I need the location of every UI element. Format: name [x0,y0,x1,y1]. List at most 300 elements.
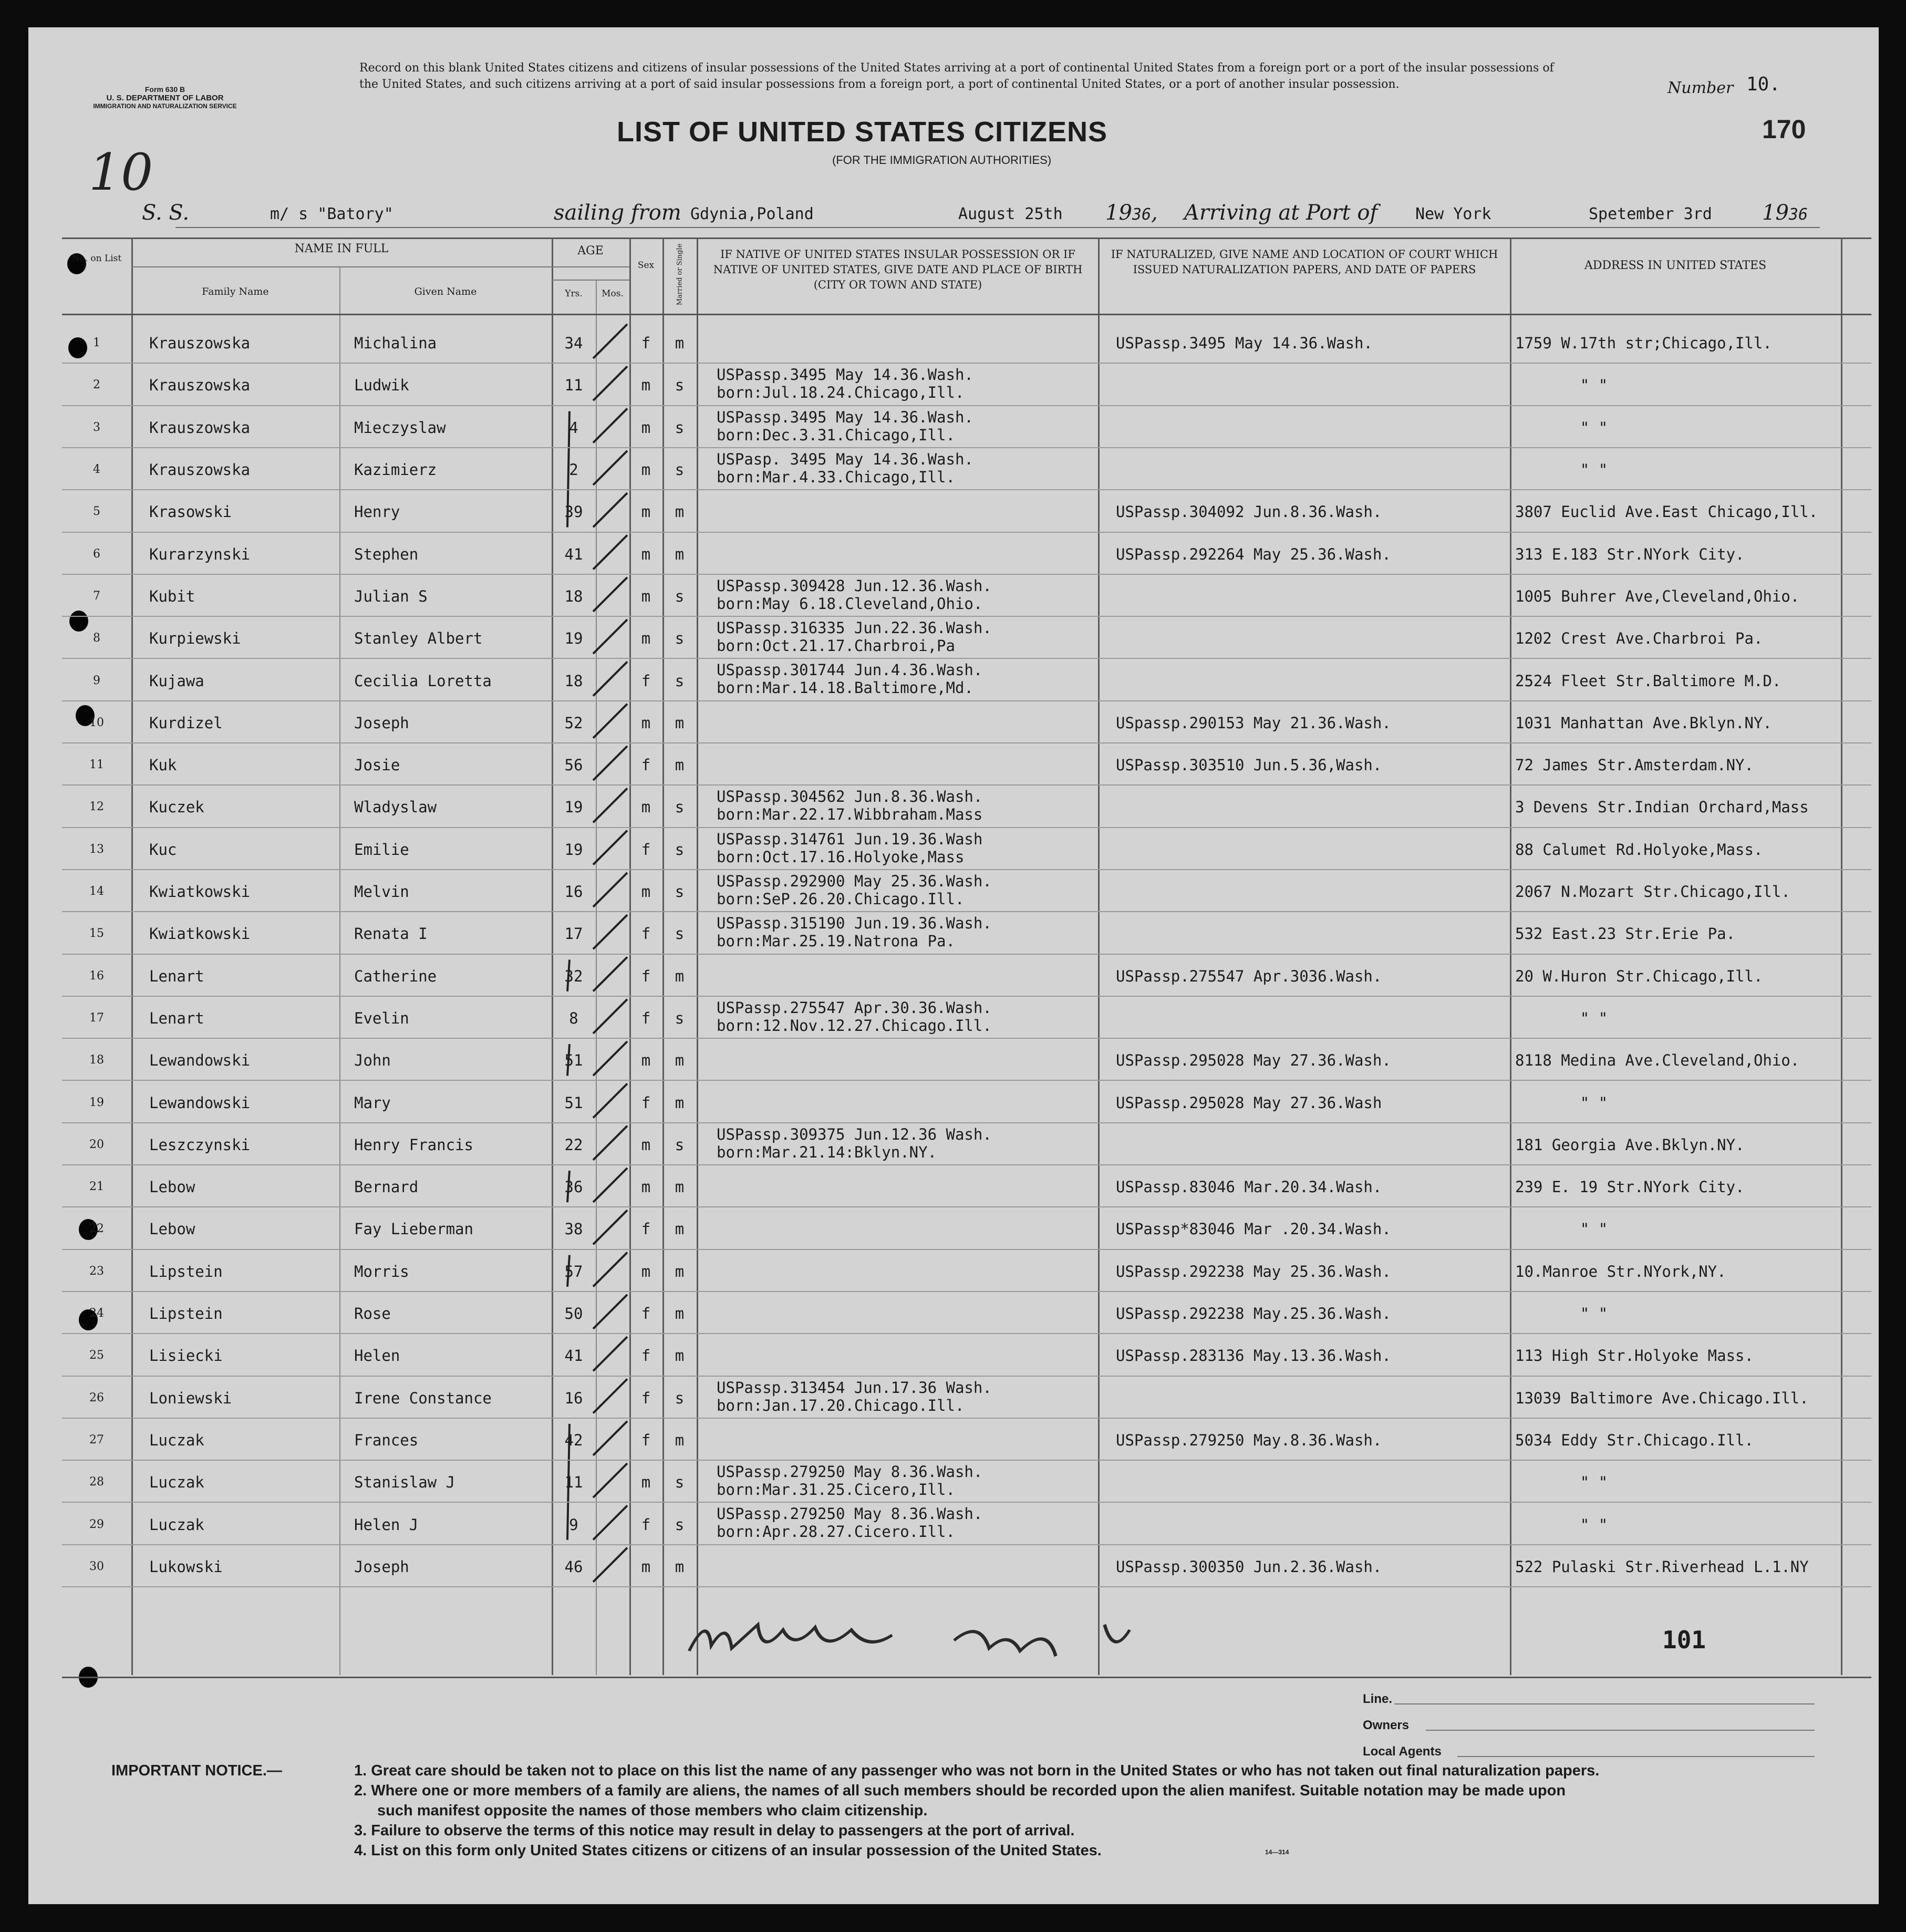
age-check-mark [593,746,627,780]
line-field [1394,1703,1815,1704]
family-name: Krauszowska [149,418,251,437]
family-name: Leszczynski [149,1135,251,1154]
header-yrs: Yrs. [565,288,583,299]
address: 5034 Eddy Str.Chicago.Ill. [1515,1431,1754,1449]
row-number: 15 [89,927,104,941]
row-number: 28 [89,1475,104,1489]
marital-status: m [675,967,685,985]
given-name: Julian S [354,587,428,605]
marital-status: s [675,1009,685,1027]
sex: m [641,418,651,437]
local-agents-label: Local Agents [1363,1744,1442,1759]
age-check-mark [593,915,627,949]
marital-status: m [675,1093,685,1112]
age-years: 51 [564,1093,583,1112]
birth-place: born:Mar.21.14:Bklyn.NY. [717,1143,937,1161]
address: 10.Manroe Str.NYork,NY. [1515,1262,1726,1280]
age-years: 36 [564,1178,583,1196]
family-name: Lenart [149,1009,204,1027]
sex: m [641,798,651,817]
given-name: Fay Lieberman [354,1220,473,1238]
age-check-mark [593,409,627,443]
age-years: 18 [564,587,583,605]
row-number: 5 [93,505,100,519]
sex: m [641,1135,651,1154]
table-row-rule [62,742,1871,743]
age-years: 18 [564,671,583,690]
birth-passport: USPassp.313454 Jun.17.36 Wash. [717,1378,992,1397]
notice-2-cont: such manifest opposite the names of those members who claim citizenship. [377,1802,928,1819]
row-number: 8 [93,632,100,645]
given-name: Frances [354,1431,419,1449]
table-row-rule [62,1080,1871,1081]
sex: f [641,1305,651,1323]
family-name: Lipstein [149,1305,223,1323]
family-name: Krauszowska [149,334,251,353]
header-name-in-full: NAME IN FULL [294,242,389,255]
marital-status: s [675,418,685,437]
row-number: 13 [89,842,104,856]
address: " " [1580,1093,1608,1112]
sex: m [641,714,651,732]
given-name: Henry Francis [354,1135,473,1154]
given-name: Helen [354,1347,400,1365]
notice-1: 1. Great care should be taken not to place on this list the name of any passenger who was not born in the United States or who has not taken out final naturalization papers. [354,1762,1600,1779]
sex: f [641,671,651,690]
address: 532 East.23 Str.Erie Pa. [1515,925,1736,943]
family-name: Lipstein [149,1262,223,1280]
age-years: 2 [569,461,578,479]
age-years: 11 [564,1473,583,1492]
age-check-mark [593,1168,627,1202]
given-name: Stanley Albert [354,629,483,648]
number-label: Number [1667,79,1734,97]
address: 3 Devens Str.Indian Orchard,Mass [1515,798,1809,817]
address: 8118 Medina Ave.Cleveland,Ohio. [1515,1051,1800,1070]
sex: f [641,1515,651,1534]
ship-name: m/ s "Batory" [270,205,393,223]
family-name: Luczak [149,1515,204,1534]
address: 20 W.Huron Str.Chicago,Ill. [1515,967,1763,985]
given-name: John [354,1051,391,1070]
age-years: 16 [564,883,583,901]
sex: f [641,967,651,985]
age-years: 41 [564,1347,583,1365]
age-years: 4 [569,418,578,437]
given-name: Wladyslaw [354,798,437,817]
table-row-rule [62,1291,1871,1292]
row-number: 18 [89,1053,104,1067]
given-name: Melvin [354,883,409,901]
birth-place: born:Apr.28.27.Cicero.Ill. [717,1523,955,1541]
row-number: 11 [89,758,104,772]
address: 113 High Str.Holyoke Mass. [1515,1347,1754,1365]
marital-status: s [675,883,685,901]
header-address: ADDRESS IN UNITED STATES [1584,259,1767,272]
birth-passport: USPassp.315190 Jun.19.36.Wash. [717,914,992,933]
marital-status: m [675,1220,685,1238]
address: 13039 Baltimore Ave.Chicago.Ill. [1515,1389,1809,1407]
row-number: 22 [89,1222,104,1236]
birth-passport: USPassp.314761 Jun.19.36.Wash [717,830,983,848]
family-name: Kwiatkowski [149,925,251,943]
table-row-rule [62,911,1871,912]
address: " " [1580,1009,1608,1027]
naturalization: USPassp.300350 Jun.2.36.Wash. [1116,1557,1382,1576]
birth-place: born:SeP.26.20.Chicago.Ill. [717,890,965,908]
marital-status: s [675,1515,685,1534]
birth-passport: USPassp.304562 Jun.8.36.Wash. [717,788,983,806]
sex: m [641,587,651,605]
age-years: 19 [564,798,583,817]
given-name: Stephen [354,545,419,563]
marital-status: m [675,714,685,732]
family-name: Krauszowska [149,376,251,395]
naturalization: USPassp.83046 Mar.20.34.Wash. [1116,1178,1382,1196]
table-row-rule [62,658,1871,659]
age-check-mark [593,1379,627,1413]
age-check-mark [593,535,627,570]
given-name: Stanislaw J [354,1473,455,1492]
table-row-rule [62,616,1871,617]
departure-port: Gdynia,Poland [690,205,814,223]
age-years: 50 [564,1305,583,1323]
age-years: 41 [564,545,583,563]
table-row-rule [62,1164,1871,1165]
family-name: Lewandowski [149,1051,251,1070]
age-years: 39 [564,503,583,521]
table-row-rule [62,1418,1871,1419]
table-row-rule [62,1038,1871,1039]
given-name: Emilie [354,840,409,859]
family-name: Kubit [149,587,195,605]
family-name: Krauszowska [149,461,251,479]
owners-label: Owners [1363,1718,1410,1732]
ss-label: S. S. [142,201,190,225]
given-name: Helen J [354,1515,419,1534]
given-name: Bernard [354,1178,419,1196]
birth-passport: USPassp.292900 May 25.36.Wash. [717,872,992,890]
row-number: 26 [89,1391,104,1404]
sex: m [641,1051,651,1070]
given-name: Ludwik [354,376,409,395]
sex: f [641,1009,651,1027]
departure-date: August 25th [958,205,1063,223]
age-years: 38 [564,1220,583,1238]
sex: f [641,1347,651,1365]
table-row-rule [62,1249,1871,1250]
sex: m [641,503,651,521]
birth-passport: USpassp.301744 Jun.4.36.Wash. [717,661,983,679]
family-name: Lenart [149,967,204,985]
header-given-name: Given Name [414,286,477,297]
row-number: 3 [93,420,100,434]
address: " " [1580,1515,1608,1534]
birth-passport: USPassp.275547 Apr.30.36.Wash. [717,998,992,1017]
age-years: 11 [564,376,583,395]
address: 181 Georgia Ave.Bklyn.NY. [1515,1135,1745,1154]
table-row-rule [62,1460,1871,1461]
header-no: No. on List [71,253,122,264]
marital-status: s [675,1389,685,1407]
notice-2: 2. Where one or more members of a family are aliens, the names of all such members should be recorded upon the alien manifest. Suitable notation may be made upon [354,1782,1566,1799]
address: 72 James Str.Amsterdam.NY. [1515,756,1754,774]
birth-passport: USPassp.309428 Jun.12.36.Wash. [717,576,992,595]
family-name: Luczak [149,1431,204,1449]
signature-scribble [674,1609,1161,1672]
row-number: 19 [89,1096,104,1109]
birth-place: born:Oct.17.16.Holyoke,Mass [717,848,965,866]
age-check-mark [593,704,627,738]
marital-status: s [675,671,685,690]
row-number: 20 [89,1138,104,1151]
address: " " [1580,461,1608,479]
age-years: 9 [569,1515,578,1534]
age-check-mark [593,1253,627,1287]
table-row-rule [62,1376,1871,1377]
given-name: Cecilia Loretta [354,671,492,690]
given-name: Kazimierz [354,461,437,479]
row-number: 1 [93,336,100,350]
table-row-rule [62,700,1871,701]
notice-title: IMPORTANT NOTICE.— [111,1762,282,1779]
sex: f [641,756,651,774]
table-row-rule [62,405,1871,406]
arrival-date: Spetember 3rd [1589,205,1712,223]
birth-passport: USPassp.279250 May 8.36.Wash. [717,1463,983,1481]
age-check-mark [593,1548,627,1582]
table-row-rule [62,1586,1871,1587]
page-title: LIST OF UNITED STATES CITIZENS [617,116,1107,148]
age-years: 32 [564,967,583,985]
row-number: 29 [89,1517,104,1531]
arriving-label: Arriving at Port of [1184,201,1378,225]
table-row-rule [62,1122,1871,1123]
family-name: Loniewski [149,1389,232,1407]
notice-3: 3. Failure to observe the terms of this notice may result in delay to passengers at the port of arrival. [354,1822,1075,1839]
row-number: 14 [89,885,104,898]
given-name: Mary [354,1093,391,1112]
marital-status: m [675,503,685,521]
notice-4: 4. List on this form only United States citizens or citizens of an insular possession of the United States. [354,1842,1102,1859]
table-row-rule [62,574,1871,575]
table-row-rule [62,1206,1871,1207]
table-row-rule [62,363,1871,364]
age-check-mark [593,1083,627,1118]
naturalization: USPassp*83046 Mar .20.34.Wash. [1116,1220,1391,1238]
address: " " [1580,1473,1608,1492]
page-stamp: 170 [1762,115,1806,144]
birth-place: born:Dec.3.31.Chicago,Ill. [717,426,955,444]
marital-status: s [675,587,685,605]
age-check-mark [593,451,627,485]
marital-status: m [675,334,685,353]
age-years: 34 [564,334,583,353]
naturalization: USPassp.3495 May 14.36.Wash. [1116,334,1373,353]
age-years: 22 [564,1135,583,1154]
address: 2067 N.Mozart Str.Chicago,Ill. [1515,883,1790,901]
marital-status: s [675,840,685,859]
age-check-mark [593,324,627,358]
age-years: 19 [564,840,583,859]
sex: f [641,1389,651,1407]
age-check-mark [593,999,627,1034]
sex: m [641,883,651,901]
sex: f [641,840,651,859]
table-row-rule [62,827,1871,828]
form-number: Form 630 B [144,85,185,94]
birth-passport: USPassp.316335 Jun.22.36.Wash. [717,619,992,637]
marital-status: s [675,376,685,395]
family-name: Lewandowski [149,1093,251,1112]
family-name: Lebow [149,1178,195,1196]
age-years: 51 [564,1051,583,1070]
header-sex: Sex [637,260,655,271]
sex: f [641,925,651,943]
age-years: 19 [564,629,583,648]
row-number: 4 [93,463,100,477]
age-check-mark [593,1041,627,1076]
row-number: 7 [93,589,100,603]
age-check-mark [593,957,627,991]
age-check-mark [593,831,627,865]
family-name: Krasowski [149,503,232,521]
sex: m [641,545,651,563]
inspector-signature [672,1609,1161,1682]
given-name: Irene Constance [354,1389,492,1407]
arrival-year: 1936 [1762,201,1808,225]
row-number: 10 [89,716,104,729]
family-name: Luczak [149,1473,204,1492]
age-check-mark [593,873,627,907]
naturalization: USPassp.292238 May 25.36.Wash. [1116,1262,1391,1280]
age-years: 52 [564,714,583,732]
row-number: 12 [89,800,104,814]
form-code: 14—314 [1265,1848,1289,1856]
record-instruction: Record on this blank United States citizens and citizens of insular possessions of the United States arriving at a port of continental United States from a foreign port or a port of the insular possessions of the United States, and such citizens arriving at a port of said insular possessions from a foreign port, a port of continental United States, or a port of another insular possession. [359,61,1554,91]
naturalization: USPassp.292264 May 25.36.Wash. [1116,545,1391,563]
row-number: 30 [89,1559,104,1573]
given-name: Mieczyslaw [354,418,446,437]
address: " " [1580,418,1608,437]
sex: m [641,1178,651,1196]
family-name: Kurdizel [149,714,223,732]
table-row-rule [62,1333,1871,1334]
table-row-rule [62,447,1871,448]
address: " " [1580,1220,1608,1238]
birth-place: born:Jan.17.20.Chicago.Ill. [717,1396,965,1414]
marital-status: s [675,925,685,943]
age-check-mark [593,577,627,612]
given-name: Henry [354,503,400,521]
table-row-rule [62,996,1871,997]
age-years: 57 [564,1262,583,1280]
table-row-rule [62,489,1871,490]
age-years: 17 [564,925,583,943]
sex: f [641,1431,651,1449]
margin-mark: 10 [89,143,153,202]
age-years: 56 [564,756,583,774]
row-number: 16 [89,969,104,983]
marital-status: m [675,1347,685,1365]
sex: f [641,1093,651,1112]
birth-place: born:Mar.31.25.Cicero,Ill. [717,1481,955,1499]
form-department: U. S. DEPARTMENT OF LABOR [106,94,224,102]
address: 239 E. 19 Str.NYork City. [1515,1178,1745,1196]
row-number: 27 [89,1433,104,1447]
address: 88 Calumet Rd.Holyoke,Mass. [1515,840,1763,859]
header-birth: IF NATIVE OF UNITED STATES INSULAR POSSESSION OR IF NATIVE OF UNITED STATES, GIVE DATE AND PLACE OF BIRTH (CITY OR TOWN AND STATE) [713,248,1083,291]
birth-place: born:Mar.4.33.Chicago,Ill. [717,468,955,486]
sex: m [641,1557,651,1576]
given-name: Morris [354,1262,409,1280]
row-number: 9 [93,674,100,687]
naturalization: USPassp.279250 May.8.36.Wash. [1116,1431,1382,1449]
family-name: Lisiecki [149,1347,223,1365]
address: " " [1580,1305,1608,1323]
address: " " [1580,376,1608,395]
sex: m [641,376,651,395]
birth-passport: USPasp. 3495 May 14.36.Wash. [717,450,973,468]
marital-status: s [675,798,685,817]
row-number: 21 [89,1180,104,1194]
age-check-mark [593,366,627,400]
page-total: 101 [1662,1626,1706,1654]
given-name: Catherine [354,967,437,985]
marital-status: m [675,1262,685,1280]
given-name: Michalina [354,334,437,353]
form-service: IMMIGRATION AND NATURALIZATION SERVICE [93,102,237,110]
marital-status: s [675,629,685,648]
birth-place: born:Mar.22.17.Wibbraham.Mass [717,805,983,824]
manifest-page [28,27,1879,1904]
marital-status: s [675,1135,685,1154]
birth-passport: USPassp.3495 May 14.36.Wash. [717,366,973,384]
arrival-port: New York [1415,205,1491,223]
marital-status: s [675,461,685,479]
marital-status: m [675,1051,685,1070]
sex: m [641,629,651,648]
naturalization: USPassp.295028 May 27.36.Wash [1116,1093,1382,1112]
naturalization: USpassp.290153 May 21.36.Wash. [1116,714,1391,732]
sex: f [641,1220,651,1238]
naturalization: USPassp.295028 May 27.36.Wash. [1116,1051,1391,1070]
family-name: Kuc [149,840,177,859]
marital-status: m [675,1431,685,1449]
age-check-mark [593,1126,627,1160]
line-label: Line. [1363,1692,1393,1706]
birth-place: born:May 6.18.Cleveland,Ohio. [717,594,983,613]
marital-status: m [675,756,685,774]
row-number: 24 [89,1307,104,1320]
family-name: Kwiatkowski [149,883,251,901]
age-check-mark [593,1295,627,1329]
table-row-rule [62,1544,1871,1545]
birth-place: born:Mar.14.18.Baltimore,Md. [717,679,973,697]
address: 1031 Manhattan Ave.Bklyn.NY. [1515,714,1772,732]
address: 1759 W.17th str;Chicago,Ill. [1515,334,1772,353]
birth-place: born:12.Nov.12.27.Chicago.Ill. [717,1016,992,1035]
family-name: Kuczek [149,798,204,817]
family-name: Lebow [149,1220,195,1238]
table-row-rule [62,532,1871,533]
table-row-rule [62,1502,1871,1503]
birth-place: born:Mar.25.19.Natrona Pa. [717,932,955,950]
table-row-rule [62,784,1871,786]
header-family-name: Family Name [202,286,269,297]
marital-status: m [675,545,685,563]
marital-status: s [675,1473,685,1492]
